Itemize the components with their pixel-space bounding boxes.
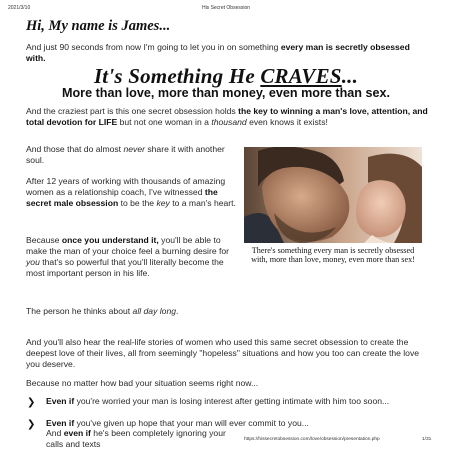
years-paragraph: After 12 years of working with thousands of amazing women as a relationship coach, I've witnessed the secret male obsession to be the key to a man's heart. [26, 176, 236, 208]
couple-photo [244, 147, 422, 243]
subheadline: More than love, more than money, even more than sex. [62, 86, 390, 100]
print-date: 2021/3/10 [8, 5, 31, 11]
page-number: 1/31 [422, 437, 432, 442]
print-url: https://hissecretobsession.com/love/obsession/presentation.php [244, 437, 380, 442]
stories-paragraph: And you'll also hear the real-life stories of women who used this same secret obsession to create the deepest love of their lives, all from seemingly "hopeless" situations and how you too can create the love you deserve. [26, 337, 420, 369]
bullet-item: Even if you've given up hope that your man will ever commit to you... [46, 418, 309, 428]
chevron-right-icon: ❯ [27, 419, 36, 430]
thinks-paragraph: The person he thinks about all day long. [26, 306, 179, 316]
greeting-heading: Hi, My name is James... [26, 18, 171, 34]
no-matter-paragraph: Because no matter how bad your situation seems right now... [26, 378, 259, 388]
because-paragraph: Because once you understand it, you'll be able to make the man of your choice feel a burning desire for you that's so powerful that you'll literally become the most important person in his life. [26, 235, 230, 278]
chevron-right-icon: ❯ [27, 397, 36, 408]
craziest-paragraph: And the craziest part is this one secret obsession holds the key to winning a man's love, attention, and total devotion for LIFE but not one woman in a thousand even knows it exists! [26, 106, 428, 127]
bullet-item: Even if you're worried your man is losing interest after getting intimate with him too soon... [46, 396, 390, 406]
last-line: And even if he's been completely ignoring your calls and texts [46, 428, 226, 449]
never-share-paragraph: And those that do almost never share it with another soul. [26, 144, 225, 165]
headline: It's Something He CRAVES... [93, 64, 359, 88]
photo-caption: There's something every man is secretly obsessed with, more than love, money, even more than sex! [251, 246, 415, 265]
intro-paragraph: And just 90 seconds from now I'm going to let you in on something every man is secretly obsessed with. [26, 42, 410, 63]
print-title: His Secret Obsession [201, 5, 251, 11]
